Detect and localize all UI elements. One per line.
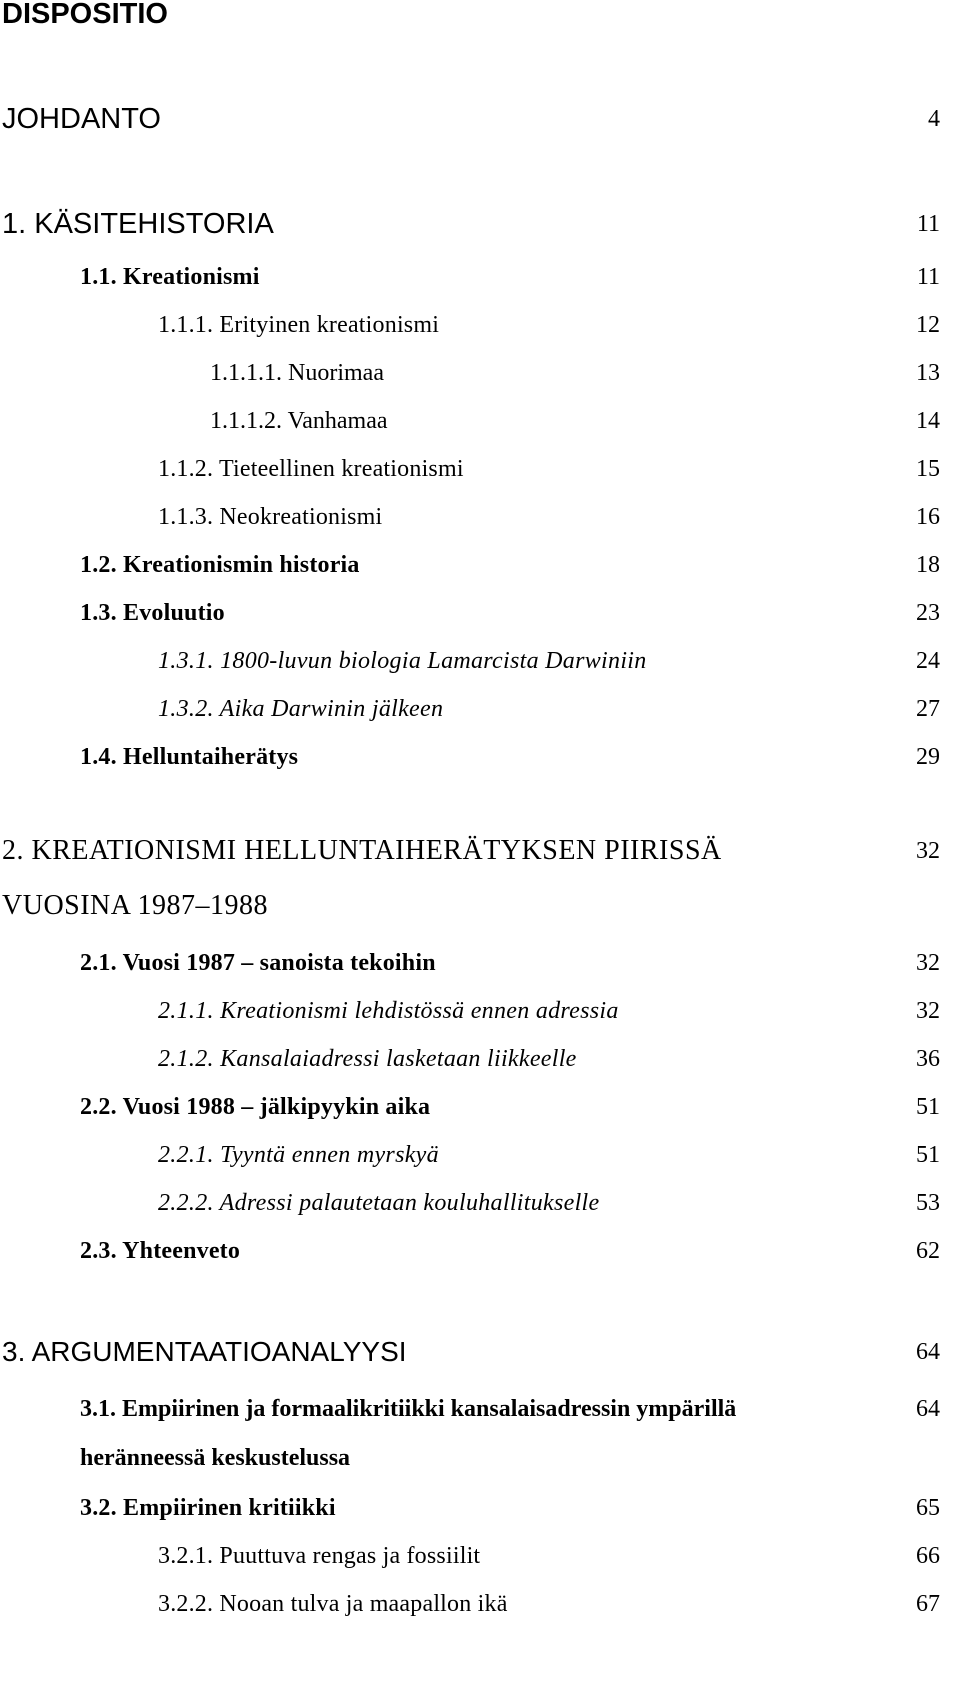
toc-entry-page: 67: [916, 1591, 940, 1617]
toc-entry-label: 2.1. Vuosi 1987 – sanoista tekoihin: [80, 950, 436, 976]
toc-entry-page: 23: [916, 600, 940, 626]
toc-entry-page: 32: [916, 998, 940, 1024]
toc-entry-page: 36: [916, 1046, 940, 1072]
toc-entry-label: 1.1.1.2. Vanhamaa: [210, 408, 388, 434]
toc-entry-page: 51: [916, 1142, 940, 1168]
toc-entry-1-2[interactable]: [0, 547, 960, 583]
toc-entry-page: 16: [916, 504, 940, 530]
toc-entry-page: 29: [916, 744, 940, 770]
toc-entry-page: 14: [916, 408, 940, 434]
toc-entry-page: 66: [916, 1543, 940, 1569]
toc-entry-kasitehistoria[interactable]: [0, 206, 960, 242]
toc-entry-page: 15: [916, 456, 940, 482]
toc-entry-2-2-2[interactable]: [0, 1185, 960, 1221]
toc-entry-label: 1.1.3. Neokreationismi: [158, 504, 383, 530]
toc-entry-page: 4: [928, 106, 940, 132]
toc-entry-page: 51: [916, 1094, 940, 1120]
toc-entry-1-4[interactable]: [0, 739, 960, 775]
toc-entry-page: 53: [916, 1190, 940, 1216]
toc-entry-label: 1.3. Evoluutio: [80, 600, 225, 626]
toc-entry-label: heränneessä keskustelussa: [80, 1445, 351, 1471]
toc-entry-label: 3.2.1. Puuttuva rengas ja fossiilit: [158, 1543, 481, 1569]
toc-entry-label: 1.1. Kreationismi: [80, 264, 260, 290]
toc-entry-1-1-1-2[interactable]: [0, 403, 960, 439]
toc-entry-label: 2. KREATIONISMI HELLUNTAIHERÄTYKSEN PIIRISSÄ: [2, 835, 722, 866]
toc-entry-page: 64: [916, 1396, 940, 1422]
toc-entry-label: JOHDANTO: [2, 103, 161, 135]
toc-entry-page: 13: [916, 360, 940, 386]
toc-entry-label: 1.1.1.1. Nuorimaa: [210, 360, 384, 386]
toc-entry-1-3-2[interactable]: [0, 691, 960, 727]
toc-entry-page: 12: [916, 312, 940, 338]
toc-entry-label: 1.2. Kreationismin historia: [80, 552, 360, 578]
toc-entry-label: VUOSINA 1987–1988: [2, 890, 268, 921]
toc-entry-label: 2.3. Yhteenveto: [80, 1238, 241, 1264]
toc-entry-page: 27: [916, 696, 940, 722]
toc-entry-label: 3.2.2. Nooan tulva ja maapallon ikä: [158, 1591, 508, 1617]
toc-entry-label: 1.1.1. Erityinen kreationismi: [158, 312, 440, 338]
toc-entry-page: 11: [916, 264, 940, 290]
toc-entry-chapter-3[interactable]: [0, 1334, 960, 1370]
toc-entry-chapter-2[interactable]: [0, 833, 960, 869]
toc-entry-chapter-2-continued[interactable]: [0, 888, 960, 924]
toc-entry-page: 18: [916, 552, 940, 578]
toc-entry-2-3[interactable]: [0, 1233, 960, 1269]
toc-entry-label: 2.2.1. Tyyntä ennen myrskyä: [158, 1142, 439, 1168]
toc-entry-page: 32: [916, 838, 940, 864]
toc-entry-3-2-1[interactable]: [0, 1538, 960, 1574]
toc-entry-2-2[interactable]: [0, 1089, 960, 1125]
toc-entry-3-1-continued[interactable]: [0, 1440, 960, 1476]
document-title: DISPOSITIO: [2, 0, 168, 30]
toc-entry-label: 1. KÄSITEHISTORIA: [2, 208, 274, 240]
toc-entry-label: 2.1.2. Kansalaiadressi lasketaan liikkeelle: [158, 1046, 577, 1072]
toc-entry-label: 3. ARGUMENTAATIOANALYYSI: [2, 1336, 407, 1367]
toc-entry-1-3-1[interactable]: [0, 643, 960, 679]
toc-entry-label: 3.1. Empiirinen ja formaalikritiikki kansalaisadressin ympärillä: [80, 1396, 737, 1422]
toc-entry-1-1[interactable]: [0, 259, 960, 295]
toc-entry-3-1[interactable]: [0, 1391, 960, 1427]
toc-entry-label: 1.3.1. 1800-luvun biologia Lamarcista Darwiniin: [158, 648, 647, 674]
toc-entry-johdanto[interactable]: [0, 101, 960, 137]
toc-entry-label: 2.1.1. Kreationismi lehdistössä ennen adressia: [158, 998, 619, 1024]
toc-entry-1-1-2[interactable]: [0, 451, 960, 487]
toc-entry-page: 62: [916, 1238, 940, 1264]
toc-entry-page: 32: [916, 950, 940, 976]
toc-entry-label: 1.1.2. Tieteellinen kreationismi: [158, 456, 464, 482]
toc-entry-2-1[interactable]: [0, 945, 960, 981]
toc-entry-1-1-3[interactable]: [0, 499, 960, 535]
toc-entry-2-1-1[interactable]: [0, 993, 960, 1029]
toc-entry-3-2[interactable]: [0, 1490, 960, 1526]
toc-entry-label: 1.4. Helluntaiherätys: [80, 744, 299, 770]
toc-entry-label: 2.2.2. Adressi palautetaan kouluhallitukselle: [158, 1190, 600, 1216]
toc-entry-3-2-2[interactable]: [0, 1586, 960, 1622]
toc-entry-2-2-1[interactable]: [0, 1137, 960, 1173]
toc-entry-page: 11: [916, 211, 940, 237]
toc-entry-1-1-1[interactable]: [0, 307, 960, 343]
toc-entry-page: 24: [916, 648, 940, 674]
toc-entry-1-1-1-1[interactable]: [0, 355, 960, 391]
toc-entry-label: 1.3.2. Aika Darwinin jälkeen: [158, 696, 444, 722]
toc-entry-page: 65: [916, 1495, 940, 1521]
toc-entry-2-1-2[interactable]: [0, 1041, 960, 1077]
toc-entry-label: 2.2. Vuosi 1988 – jälkipyykin aika: [80, 1094, 431, 1120]
toc-entry-page: 64: [916, 1339, 940, 1365]
toc-entry-label: 3.2. Empiirinen kritiikki: [80, 1495, 336, 1521]
toc-entry-1-3[interactable]: [0, 595, 960, 631]
